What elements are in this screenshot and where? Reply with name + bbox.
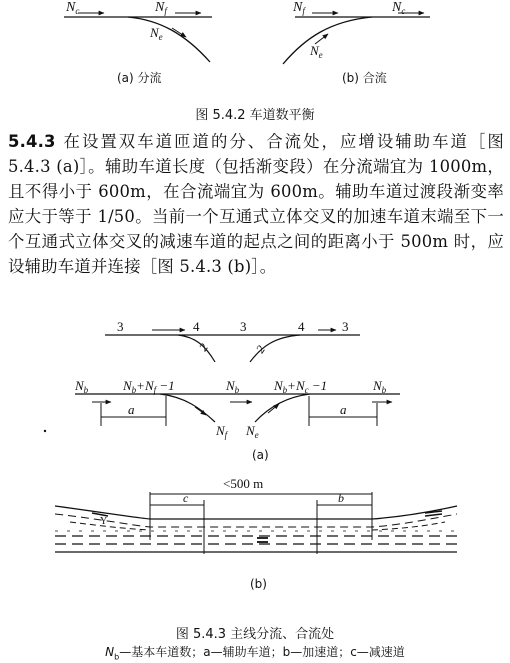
nc-label-a: $N_c$ <box>66 0 80 16</box>
subcaption-543-b: (b) <box>250 577 267 591</box>
nb-label-2: $N_b$ <box>226 378 240 395</box>
merge-diagram <box>283 0 430 64</box>
figure-5-4-2-drawing <box>0 0 510 70</box>
nf-label-a: $N_f$ <box>155 0 167 16</box>
lane-count-4: 4 <box>298 319 305 334</box>
lane-count-2: 4 <box>193 319 200 334</box>
taper-mark: Y <box>100 516 108 527</box>
nc-label-b: $N_c$ <box>392 0 406 16</box>
figure-5-4-3b-drawing <box>0 472 510 572</box>
ne-label-b: $N_e$ <box>310 43 323 60</box>
decel-label: c <box>183 491 189 505</box>
diverge-diagram <box>64 0 212 62</box>
lane-count-5: 3 <box>342 319 349 334</box>
ne-label-543: $N_e$ <box>246 423 259 440</box>
accel-label: b <box>338 491 344 505</box>
ramp-count-1: 2 <box>195 340 211 354</box>
nf-label-543: $N_f$ <box>216 423 228 440</box>
nb-plus-nf-label: $N_b+N_f -1$ <box>123 378 175 395</box>
subcaption-542-a: (a) 分流 <box>117 71 162 85</box>
aux-lane-label-1: a <box>128 402 135 417</box>
nf-label-b: $N_f$ <box>293 0 305 16</box>
ne-label-a: $N_e$ <box>150 25 163 42</box>
subcaption-542-b: (b) 合流 <box>342 71 387 85</box>
nb-label-1: $N_b$ <box>75 378 89 395</box>
caption-543: 图 5.4.3 主线分流、合流处 <box>175 627 335 642</box>
nb-plus-nc-label: $N_b+N_c -1$ <box>274 378 328 395</box>
nb-label-3: $N_b$ <box>373 378 387 395</box>
figure-5-4-3a-drawing <box>0 310 510 450</box>
legend-543: $N_b—$基本车道数；a—辅助车道；b—加速道；c—减速道 <box>105 645 405 662</box>
subcaption-543-a: (a) <box>252 448 269 462</box>
ramp-count-2: 2 <box>252 342 268 356</box>
section-text: 在设置双车道匝道的分、合流处，应增设辅助车道［图 5.4.3 (a)］。辅助车道长度（包括渐变段）在分流端宜为 1000m，且不得小于 600m，在合流端宜为 600m。辅助车道过渡段渐变率应大于等于 1/50。当前一个互通式立体交叉的加速车道末端至下一个互通式立体交叉的减速车道的起点之间的距离小于 500m 时，应设辅助车道并连接［图 5.4.3 (b)］。 <box>8 132 504 276</box>
distance-label: <500 m <box>223 476 264 491</box>
aux-lane-label-2: a <box>340 402 347 417</box>
lane-count-1: 3 <box>117 319 124 334</box>
section-number: 5.4.3 <box>8 132 56 151</box>
caption-542: 图 5.4.2 车道数平衡 <box>195 108 315 123</box>
section-5-4-3 <box>8 129 504 279</box>
lane-count-3: 3 <box>240 319 247 334</box>
